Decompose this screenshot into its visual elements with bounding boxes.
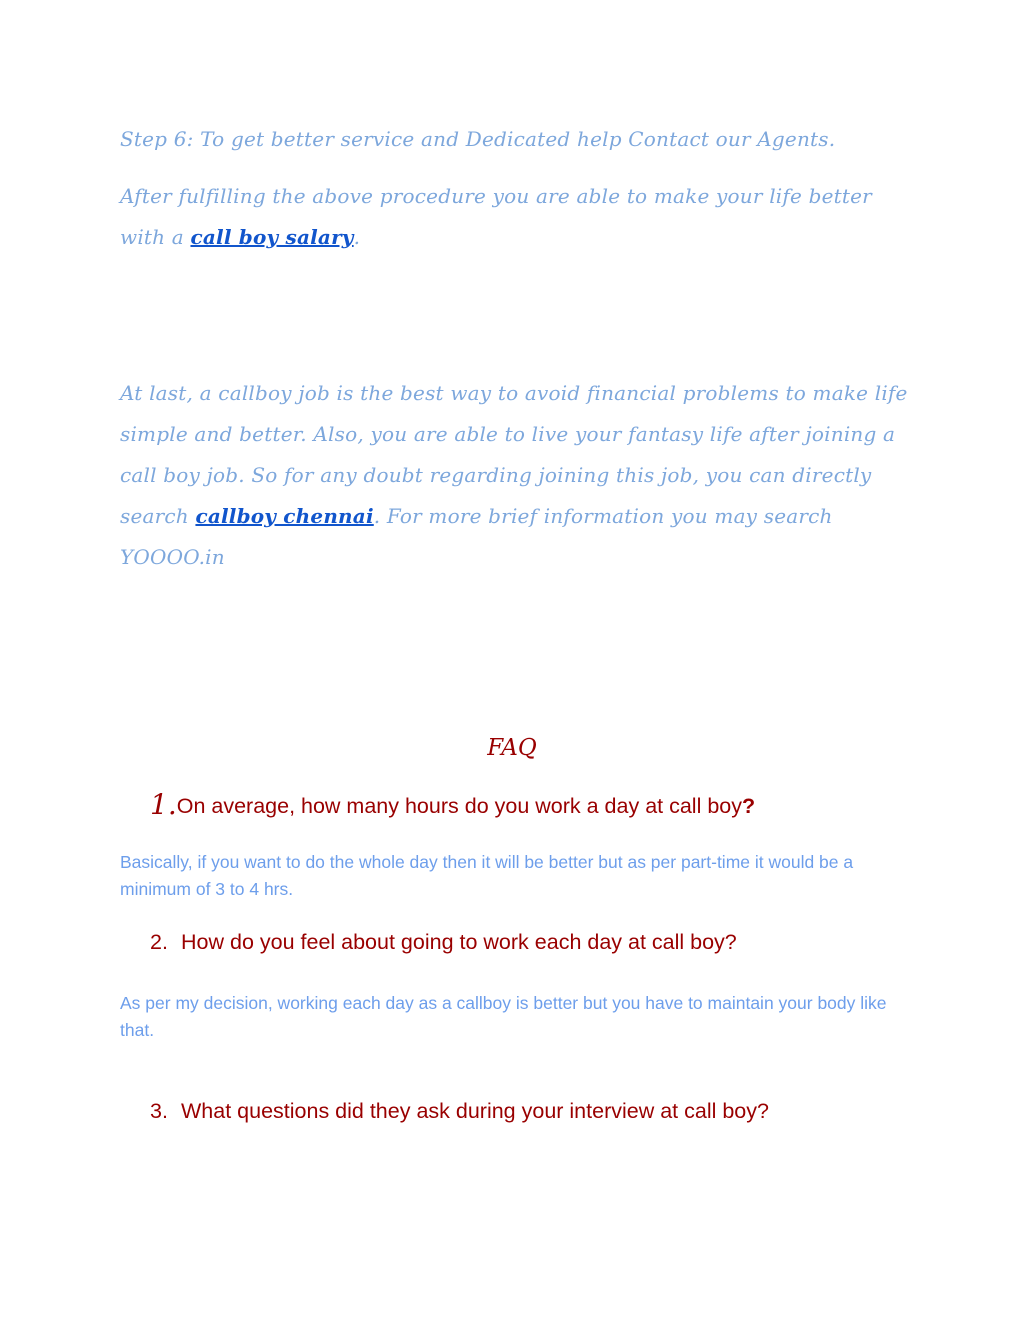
faq-question-3-text: What questions did they ask during your interview at call boy? <box>181 1099 769 1123</box>
faq-question-3 <box>150 1099 930 1124</box>
conclusion-text-end: . For more brief information you may search <box>373 504 833 528</box>
callboy-chennai-link[interactable]: callboy chennai <box>195 504 374 528</box>
faq-question-2-text: How do you feel about going to work each day at call boy? <box>181 930 737 954</box>
conclusion-paragraph <box>120 373 920 578</box>
faq-answer-1: Basically, if you want to do the whole day then it will be better but as per part-time it would be a minimum of 3 to 4 hrs. <box>120 852 854 899</box>
faq-question-3-number: 3. <box>150 1099 168 1123</box>
after-paragraph-end: . <box>353 225 361 249</box>
step-6-text: Step 6: To get better service and Dedicated help Contact our Agents. <box>120 127 836 151</box>
conclusion-text: At last, a callboy job is the best way to avoid financial problems to make life simple and better. Also, you are able to live your fantasy life after joining a call boy job. So for any doubt regarding joining this job, you can directly search <box>120 381 908 528</box>
call-boy-salary-link[interactable]: call boy salary <box>190 225 354 249</box>
site-name: YOOOO.in <box>120 545 225 569</box>
after-paragraph-text: After fulfilling the above procedure you are able to make your life better with a <box>120 184 872 249</box>
faq-heading: FAQ <box>487 735 537 761</box>
faq-answer-2: As per my decision, working each day as a callboy is better but you have to maintain your body like that. <box>120 993 887 1040</box>
faq-question-1-text: On average, how many hours do you work a day at call boy <box>176 794 742 818</box>
faq-question-2-number: 2. <box>150 930 168 954</box>
faq-question-1-number: 1. <box>150 788 177 821</box>
faq-question-1-mark: ? <box>742 794 756 818</box>
faq-question-1 <box>150 788 930 821</box>
faq-question-2 <box>150 930 930 955</box>
after-procedure-paragraph <box>120 176 920 258</box>
